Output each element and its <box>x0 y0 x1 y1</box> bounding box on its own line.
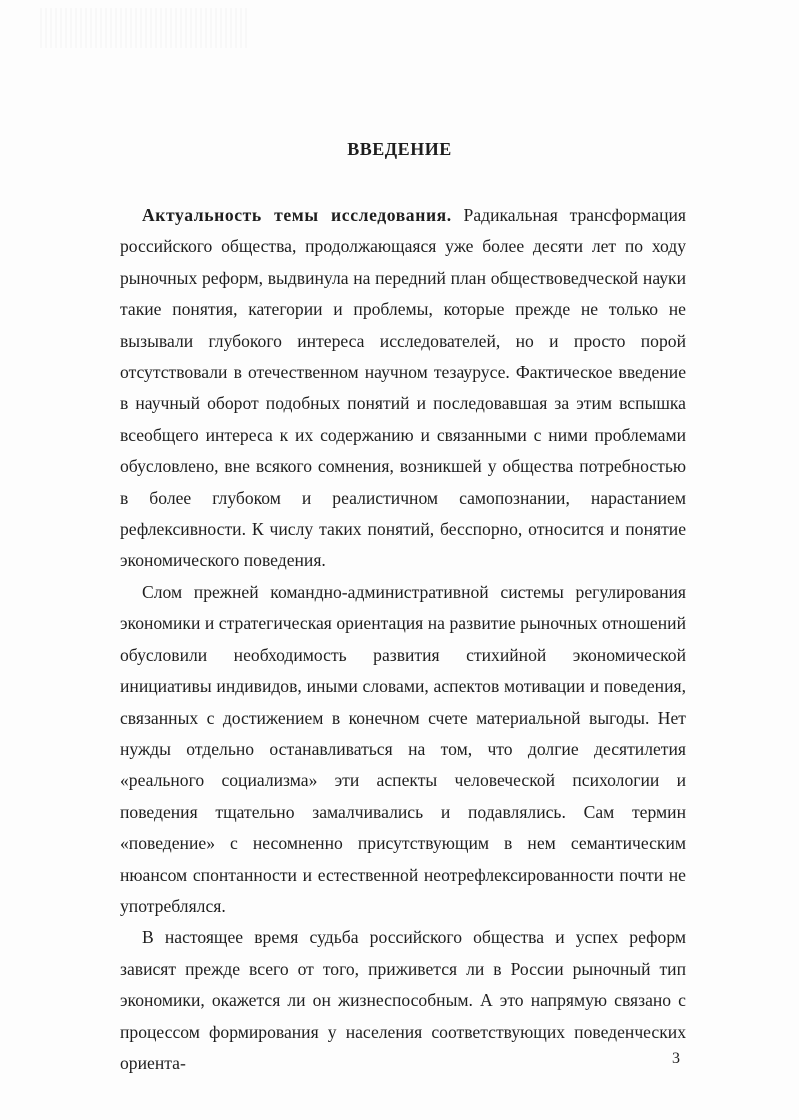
paragraph-relevance <box>120 200 686 577</box>
paragraph-text: Слом прежней командно-административной системы регулирования экономики и стратегическая ориентация на развитие рыночных отношений обусловили необходимость развития стихийной экономической инициативы индивидов, иными словами, аспектов мотивации и поведения, связанных с достижением в конечном счете материальной выгоды. Нет нужды отдельно останавливаться на том, что долгие десятилетия «реального социализма» эти аспекты человеческой психологии и поведения тщательно замалчивались и подавлялись. Сам термин «поведение» с несомненно присутствующим в нем семантическим нюансом спонтанности и естественной неотрефлексированности почти не употреблялся. <box>120 581 686 916</box>
body-text <box>120 200 686 1079</box>
scan-noise <box>40 8 250 48</box>
paragraph-system-change <box>120 577 686 922</box>
page-title: ВВЕДЕНИЕ <box>347 139 452 159</box>
paragraph-text: Радикальная трансформация российского общества, продолжающаяся уже более десяти лет по ходу рыночных реформ, выдвинула на передний план обществоведческой науки такие понятия, категории и проблемы, которые прежде не только не вызывали глубокого интереса исследователей, но и просто порой отсутствовали в отечественном научном тезаурусе. Фактическое введение в научный оборот подобных понятий и последовавшая за этим вспышка всеобщего интереса к их содержанию и связанными с ними проблемами обусловлено, вне всякого сомнения, возникшей у общества потребностью в более глубоком и реалистичном самопознании, нарастанием рефлексивности. К числу таких понятий, бесспорно, относится и понятие экономического поведения. <box>120 205 687 571</box>
paragraph-current-state <box>120 922 686 1079</box>
paragraph-text: В настоящее время судьба российского общества и успех реформ зависят прежде всего от того, приживется ли в России рыночный тип экономики, окажется ли он жизнеспособным. А это напрямую связано с процессом формирования у населения соответствующих поведенческих ориента- <box>120 927 686 1073</box>
paragraph-lead: Актуальность темы исследования. <box>142 205 452 225</box>
page-number: 3 <box>672 1050 680 1067</box>
